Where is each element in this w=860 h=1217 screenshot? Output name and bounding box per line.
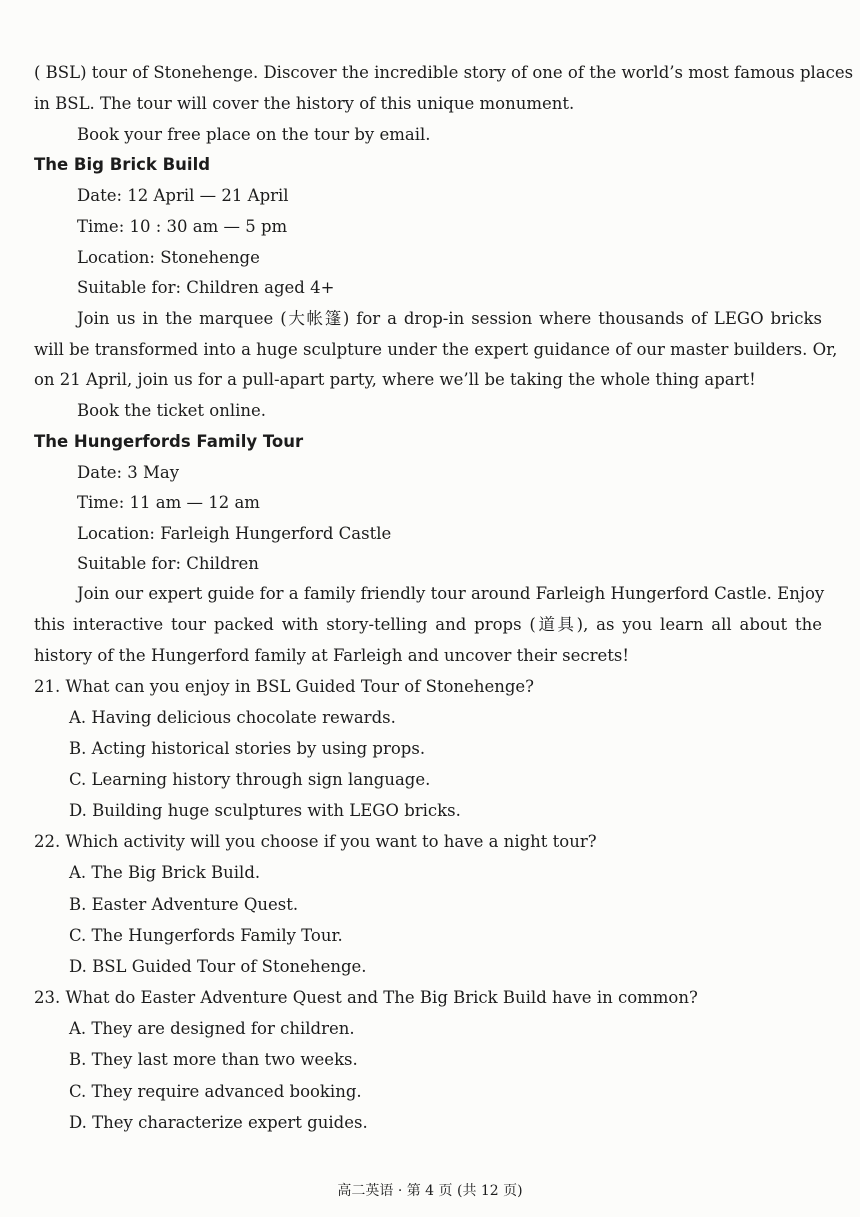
question-21-option-c: C. Learning history through sign language. [69,770,431,789]
hunger-date: Date: 3 May [77,463,180,482]
brick-paragraph-line-3: on 21 April, join us for a pull-apart party, where we’ll be taking the whole thing apart! [34,370,756,389]
hunger-location: Location: Farleigh Hungerford Castle [77,524,392,543]
question-22-option-d: D. BSL Guided Tour of Stonehenge. [69,957,367,976]
question-23-option-c: C. They require advanced booking. [69,1082,362,1101]
brick-date: Date: 12 April — 21 April [77,186,289,205]
question-21: 21. What can you enjoy in BSL Guided Tour of Stonehenge? [34,677,535,696]
brick-paragraph-line-1: Join us in the marquee (大帐篷) for a drop-in session where thousands of LEGO bricks [77,309,822,328]
question-22-option-a: A. The Big Brick Build. [69,863,261,882]
brick-time: Time: 10 : 30 am — 5 pm [77,217,288,236]
brick-suitable: Suitable for: Children aged 4+ [77,278,335,297]
brick-paragraph-line-2: will be transformed into a huge sculpture under the expert guidance of our master builders. Or, [34,340,838,359]
question-22-option-b: B. Easter Adventure Quest. [69,895,299,914]
question-23-option-b: B. They last more than two weeks. [69,1050,358,1069]
brick-location: Location: Stonehenge [77,248,260,267]
question-23-option-a: A. They are designed for children. [69,1019,355,1038]
hunger-paragraph-line-3: history of the Hungerford family at Farleigh and uncover their secrets! [34,646,629,665]
intro-line-2: in BSL. The tour will cover the history of this unique monument. [34,94,575,113]
brick-booking-note: Book the ticket online. [77,401,267,420]
hunger-time: Time: 11 am — 12 am [77,493,260,512]
hunger-paragraph-line-2: this interactive tour packed with story-telling and props (道具), as you learn all about the [34,615,822,634]
intro-line-1: ( BSL) tour of Stonehenge. Discover the incredible story of one of the world’s most famous places [34,63,854,82]
question-21-option-d: D. Building huge sculptures with LEGO bricks. [69,801,461,820]
section-title-hungerfords-tour: The Hungerfords Family Tour [34,432,304,451]
intro-booking-note: Book your free place on the tour by email. [77,125,431,144]
question-23: 23. What do Easter Adventure Quest and The Big Brick Build have in common? [34,988,698,1007]
section-title-big-brick-build: The Big Brick Build [34,155,211,174]
hunger-suitable: Suitable for: Children [77,554,259,573]
hunger-paragraph-line-1: Join our expert guide for a family friendly tour around Farleigh Hungerford Castle. Enjoy [77,584,825,603]
question-21-option-a: A. Having delicious chocolate rewards. [69,708,396,727]
question-23-option-d: D. They characterize expert guides. [69,1113,368,1132]
question-21-option-b: B. Acting historical stories by using props. [69,739,426,758]
page-footer: 高二英语 · 第 4 页 (共 12 页) [337,1183,523,1199]
question-22: 22. Which activity will you choose if you want to have a night tour? [34,832,597,851]
question-22-option-c: C. The Hungerfords Family Tour. [69,926,343,945]
